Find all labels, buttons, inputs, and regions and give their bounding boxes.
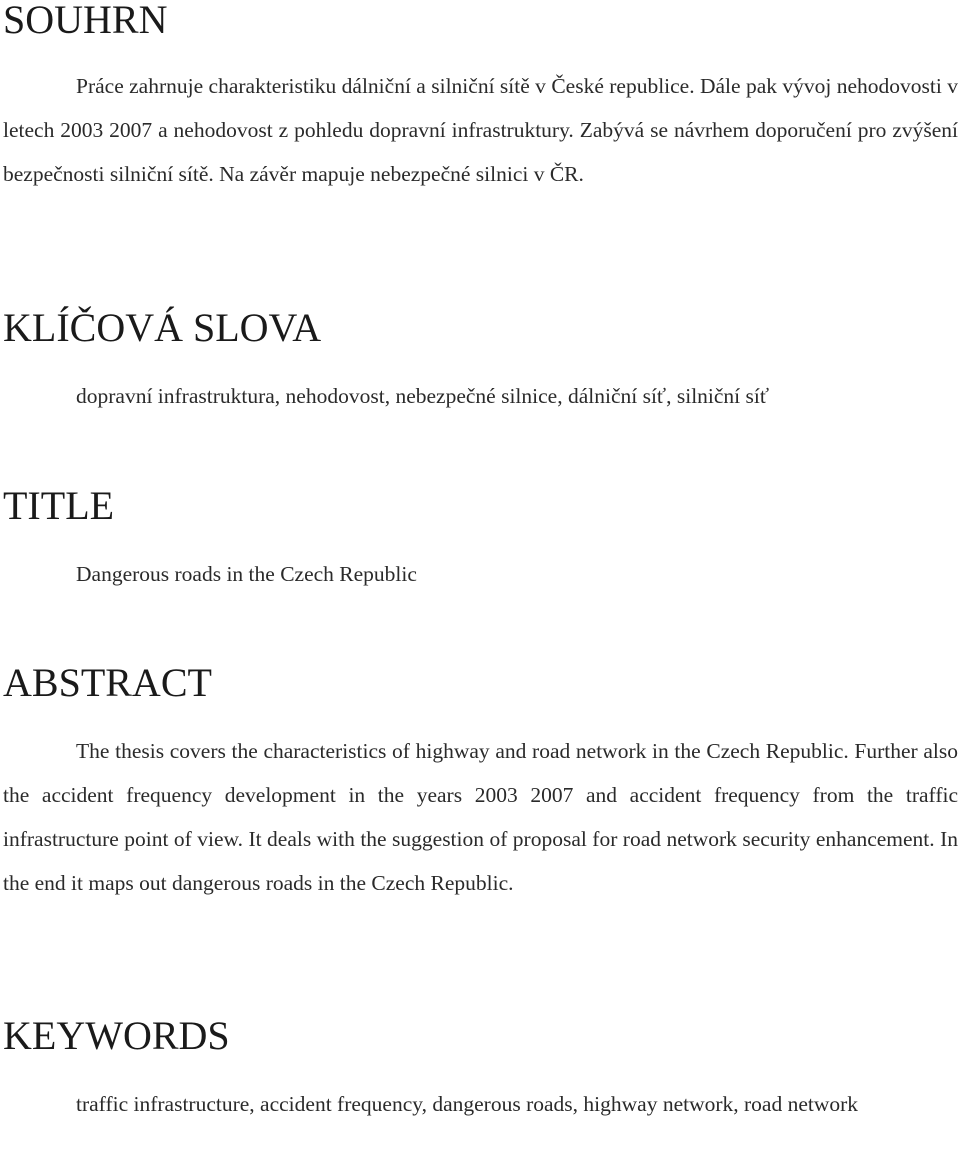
klicova-slova-text: dopravní infrastruktura, nehodovost, nebezpečné silnice, dálniční síť, silniční síť — [76, 384, 770, 408]
souhrn-heading: SOUHRN — [3, 0, 168, 42]
abstract-paragraph: The thesis covers the characteristics of highway and road network in the Czech Republic. Further also the accident frequency development in the years 2003 2007 and accident frequency from the traffic infrastructure point of view. It deals with the suggestion of proposal for road network security enhancement. In the end it maps out dangerous roads in the Czech Republic. — [3, 739, 958, 895]
title-heading: TITLE — [3, 483, 115, 528]
keywords-paragraph: traffic infrastructure, accident frequency, dangerous roads, highway network, road network — [76, 1092, 859, 1116]
abstract-heading: ABSTRACT — [3, 660, 212, 705]
klicova-slova-heading: KLÍČOVÁ SLOVA — [3, 305, 322, 350]
title-text: Dangerous roads in the Czech Republic — [76, 562, 417, 586]
souhrn-paragraph: Práce zahrnuje charakteristiku dálniční a silniční sítě v České republice. Dále pak vývoj nehodovosti v letech 2003 2007 a nehodovost z pohledu dopravní infrastruktury. Zabývá se návrhem doporučení pro zvýšení bezpečnosti silniční sítě. Na závěr mapuje nebezpečné silnici v ČR. — [3, 74, 958, 186]
keywords-heading: KEYWORDS — [3, 1013, 230, 1058]
